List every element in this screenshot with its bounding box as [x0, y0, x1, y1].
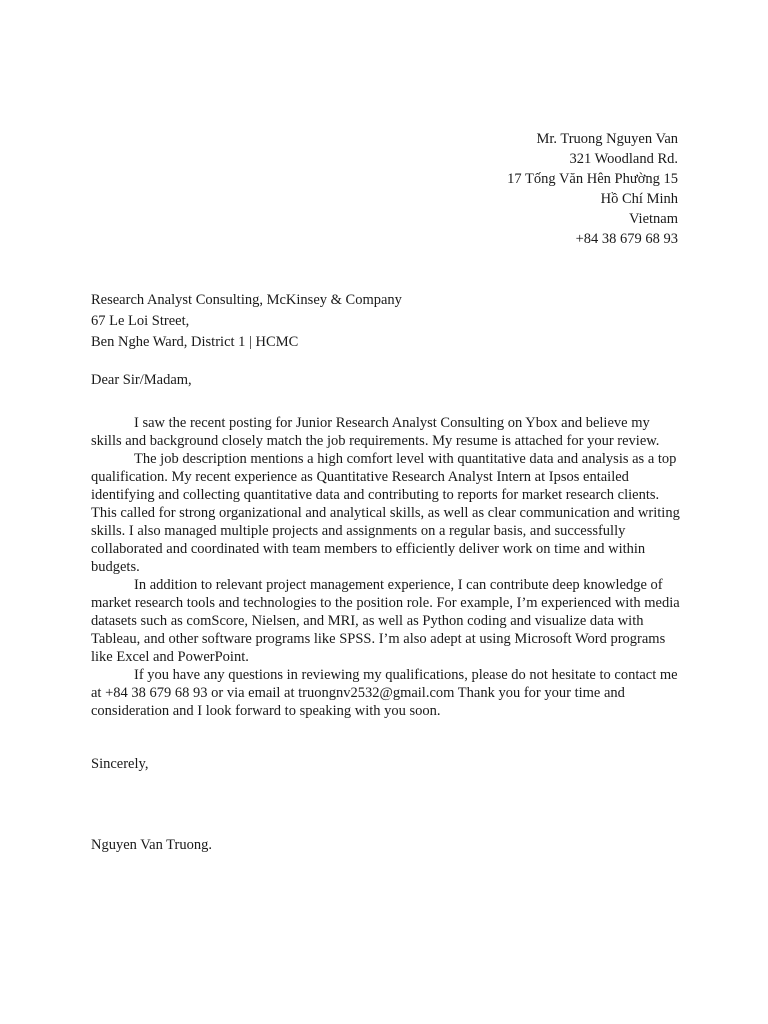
sender-street: 321 Woodland Rd. — [569, 151, 678, 167]
sender-country: Vietnam — [628, 211, 678, 227]
sender-address-line: 17 Tống Văn Hên Phường 15 — [507, 171, 678, 187]
sender-name: Mr. Truong Nguyen Van — [536, 131, 678, 147]
salutation: Dear Sir/Madam, — [91, 372, 192, 388]
closing: Sincerely, — [91, 756, 149, 772]
body-paragraph: I saw the recent posting for Junior Research Analyst Consulting on Ybox and believe my skills and background closely match the job requirements. My resume is attached for your review. — [91, 415, 660, 449]
body-paragraph: If you have any questions in reviewing my qualifications, please do not hesitate to contact me at +84 38 679 68 93 or via email at truongnv2532@gmail.com Thank you for your time and consideration and I look forward to speaking with you soon. — [91, 667, 678, 719]
recipient-ward: Ben Nghe Ward, District 1 | HCMC — [91, 334, 299, 350]
sender-city: Hồ Chí Minh — [600, 191, 678, 207]
body-paragraph: In addition to relevant project management experience, I can contribute deep knowledge of market research tools and technologies to the position role. For example, I’m experienced with media datasets such as comScore, Nielsen, and MRI, as well as Python coding and visualize data with Tableau, and other software programs like SPSS. I’m also adept at using Microsoft Word programs like Excel and PowerPoint. — [91, 577, 680, 665]
sender-phone: +84 38 679 68 93 — [575, 231, 678, 247]
signature-name: Nguyen Van Truong. — [91, 837, 212, 853]
recipient-company: Research Analyst Consulting, McKinsey & Company — [91, 292, 402, 308]
recipient-address-block — [91, 290, 402, 353]
body-paragraph: The job description mentions a high comfort level with quantitative data and analysis as a top qualification. My recent experience as Quantitative Research Analyst Intern at Ipsos entailed identifying and collecting quantitative data and contributing to reports for market research clients. This called for strong organizational and analytical skills, as well as clear communication and writing skills. I also managed multiple projects and assignments on a regular basis, and successfully collaborated and coordinated with team members to efficiently deliver work on time and within budgets. — [91, 451, 680, 575]
letter-body — [91, 414, 683, 720]
sender-address-block — [507, 129, 678, 249]
recipient-street: 67 Le Loi Street, — [91, 313, 190, 329]
